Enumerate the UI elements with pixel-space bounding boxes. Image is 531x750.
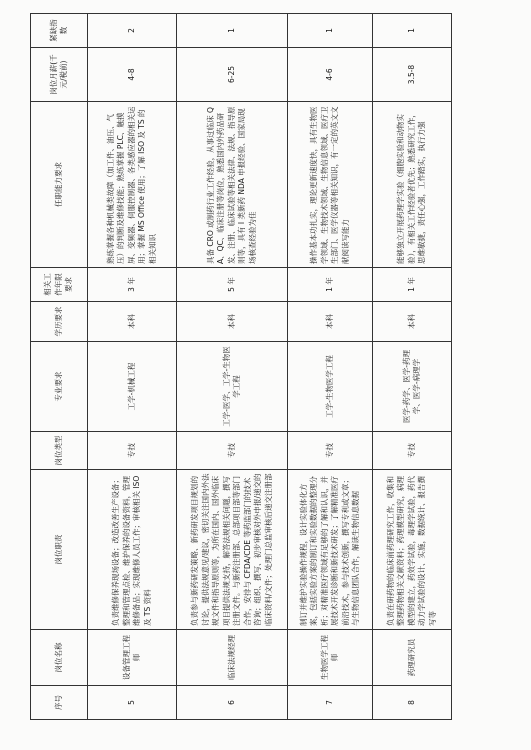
cell-name: 药理研究员 [373, 630, 452, 686]
header-seq: 序号 [31, 686, 88, 720]
cell-salary: 4-8 [88, 48, 177, 102]
cell-edu: 本科 [88, 302, 177, 342]
cell-major: 工学-机械工程 [88, 342, 177, 432]
cell-years: 3 年 [88, 268, 177, 302]
cell-duty: 负责维修保养现场设备；改造改善生产设备；整理和管理点检、维护保养的设备资料，管理维修备品；实现维修人员工作；审核相关 ISO 及 TS 资料 [88, 470, 177, 630]
cell-ability: 操作基本功扎实，理论更新速度快，具有生物医学领域、生物技术领域、生物信息领域、医疗卫生部门、医学仪器等相关知识，有一定的英文文献阅读写能力 [288, 102, 373, 268]
header-type: 岗位类型 [31, 432, 88, 470]
cell-ability: 具备 CRO 或制药行业工作经验，从事过临床 QA、QC、临床注册等岗位，熟悉国内外药品研发、注册、临床试验等相关法律、法规、指导原则等，具有 I 类新药 NDA 申报经验、国家局现场核查经验为佳 [177, 102, 288, 268]
header-major: 专业要求 [31, 342, 88, 432]
cell-type: 专技 [177, 432, 288, 470]
header-name: 岗位名称 [31, 630, 88, 686]
header-salary: 岗位月薪(千元/税前) [31, 48, 88, 102]
cell-type: 专技 [88, 432, 177, 470]
cell-major: 工学-生物医学工程 [288, 342, 373, 432]
cell-major: 医学-药学、医学-药理学、医学-病理学 [373, 342, 452, 432]
cell-years: 5 年 [177, 268, 288, 302]
cell-salary: 4-6 [288, 48, 373, 102]
cell-salary: 6-25 [177, 48, 288, 102]
cell-duty: 负责在研药物的临床前药理研究工作，收集和整理药物相关文献资料；药理模型研究，病理模型的建立，药效学试验，毒理学试验，药代动力学试验的设计、实施，数据统计、报告撰写等 [373, 470, 452, 630]
table-row [88, 14, 177, 720]
cell-type: 专技 [373, 432, 452, 470]
table-row [177, 14, 288, 720]
header-duty: 岗位职责 [31, 470, 88, 630]
table-header-row [31, 14, 88, 720]
cell-name: 临床法规经理 [177, 630, 288, 686]
header-years: 相关工作年限要求 [31, 268, 88, 302]
cell-seq: 6 [177, 686, 288, 720]
header-ability: 任职能力要求 [31, 102, 88, 268]
job-requirements-table [30, 13, 452, 720]
header-urgency: 紧缺指数 [31, 14, 88, 48]
table-row [288, 14, 373, 720]
cell-name: 设备管理工程师 [88, 630, 177, 686]
cell-years: 1 年 [373, 268, 452, 302]
cell-seq: 8 [373, 686, 452, 720]
cell-salary: 3.5-8 [373, 48, 452, 102]
cell-duty: 负责参与新药研发策略、新药研发项目规划的讨论，提供法规意见/建议，密切关注国内外法规文件和指导原则等，为所在国内、国外临床项目提供法规支持，解答法规相关问题，撰写注册文件。与新药注册部、总部项目部等部门合作，安排与 CFDA/CDE 等药监部门的技术咨询；组织、撰写、初步审核对外申报/递交的临床资料/文件；处理门总监审核后递交注册部 [177, 470, 288, 630]
cell-urgency: 1 [373, 14, 452, 48]
cell-edu: 本科 [288, 302, 373, 342]
cell-urgency: 2 [88, 14, 177, 48]
cell-edu: 本科 [177, 302, 288, 342]
cell-duty: 制订并维护实验操作规程，设计实验体化方案，包括实验方案的制订和实验数据的整理分析；对精准医疗领域有足够的了解和认识，并展技术开发诊断和新技术研发；了解精准医疗前沿技术，参与技术创新，撰写专利或文章；与生物信息团队合作，解读生物信息数据 [288, 470, 373, 630]
header-edu: 学历要求 [31, 302, 88, 342]
cell-urgency: 1 [288, 14, 373, 48]
cell-urgency: 1 [177, 14, 288, 48]
cell-type: 专技 [288, 432, 373, 470]
cell-seq: 5 [88, 686, 177, 720]
cell-major: 工学-医学、工学-生物医学工程 [177, 342, 288, 432]
table-row [373, 14, 452, 720]
cell-name: 生物医学工程师 [288, 630, 373, 686]
cell-ability: 熟练掌握各种机械类故障（加工件、油压、气压）的判断及维修技能；熟练掌握 PLC、触摸屏、变频器、伺服控制器、各类感应器的相关运用；掌握 MS Office 使用；了解 ISO 及 TS 的相关知识 [88, 102, 177, 268]
cell-years: 1 年 [288, 268, 373, 302]
cell-seq: 7 [288, 686, 373, 720]
cell-ability: 能够独立开展药理学实验（细胞实验和动物实验），有相关工作经验者优先；熟悉研究工作，思维敏捷，责任心强，工作踏实，执行力强 [373, 102, 452, 268]
cell-edu: 本科 [373, 302, 452, 342]
